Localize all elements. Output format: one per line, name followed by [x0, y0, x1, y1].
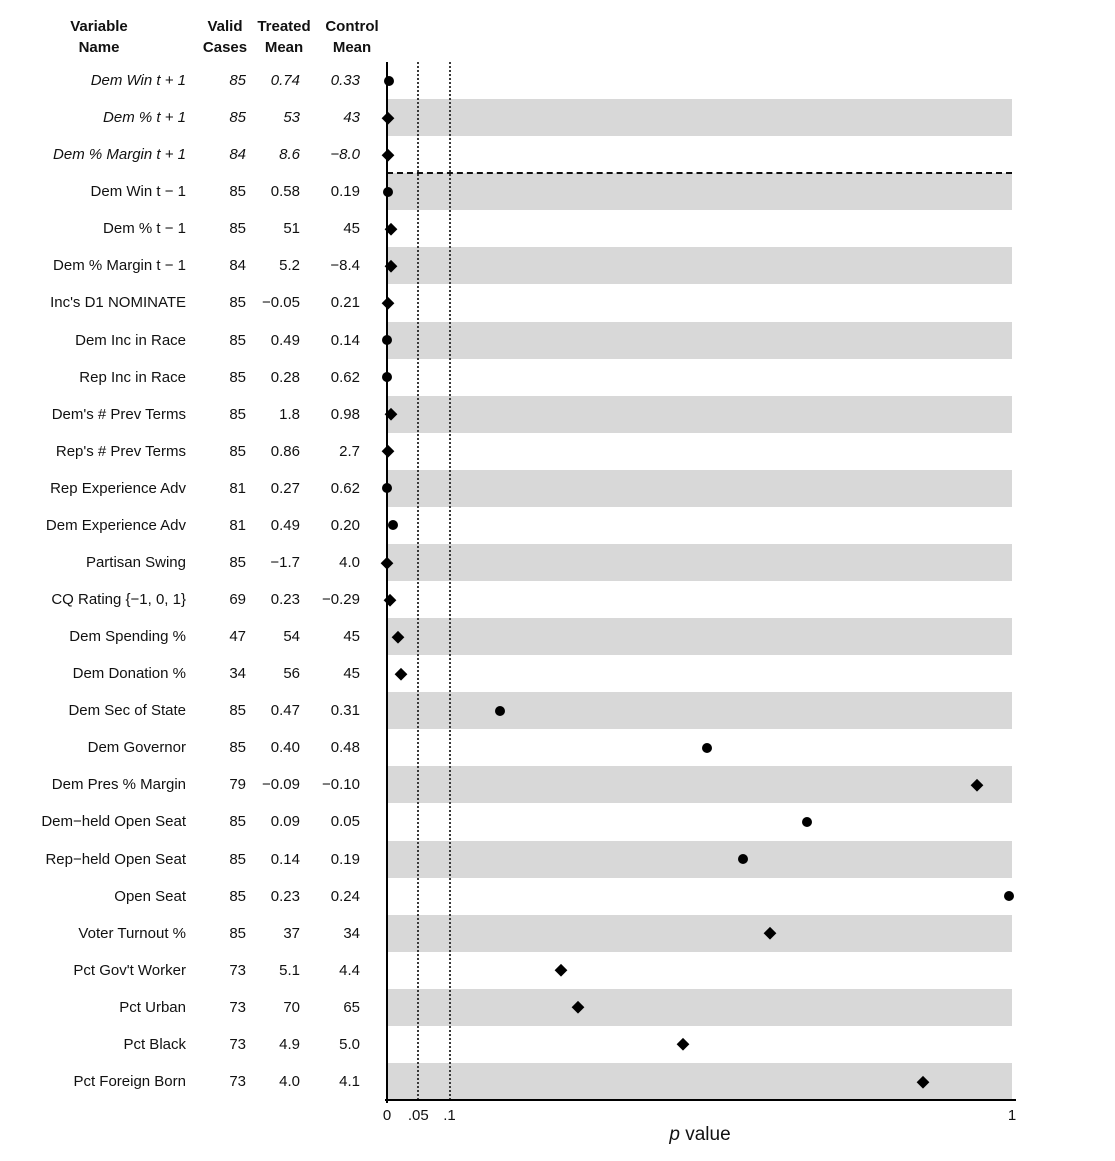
column-header-control-mean — [317, 16, 387, 58]
row-variable-name: Dem Donation % — [72, 665, 186, 683]
row-valid-cases: 85 — [229, 294, 246, 312]
row-variable-name: Dem's # Prev Terms — [51, 405, 186, 423]
column-header-treated-line2: Mean — [264, 39, 304, 56]
row-variable-name: Voter Turnout % — [78, 924, 186, 942]
row-control-mean: −8.4 — [330, 257, 360, 275]
row-treated-mean: 0.23 — [270, 887, 300, 905]
row-treated-mean: 0.74 — [270, 72, 300, 89]
row-treated-mean: 0.47 — [270, 702, 300, 720]
row-valid-cases: 73 — [229, 998, 246, 1016]
row-valid-cases: 85 — [229, 924, 246, 942]
x-tick-label: 0 — [382, 1107, 392, 1124]
row-band — [387, 247, 1012, 284]
column-header-control-line1: Control — [325, 18, 379, 35]
row-valid-cases: 85 — [229, 109, 246, 127]
row-treated-mean: −1.7 — [270, 553, 300, 571]
row-variable-name: CQ Rating {−1, 0, 1} — [51, 591, 186, 608]
column-header-valid-line2: Cases — [202, 39, 248, 56]
row-valid-cases: 85 — [229, 850, 246, 868]
dotted-reference-line — [417, 62, 419, 1100]
row-control-mean: 0.62 — [330, 479, 360, 497]
row-valid-cases: 73 — [229, 1035, 246, 1053]
p-value-marker-diamond — [382, 149, 394, 161]
row-band — [387, 322, 1012, 359]
column-header-control-line2: Mean — [332, 39, 372, 56]
row-band — [387, 618, 1012, 655]
row-control-mean: 0.05 — [330, 813, 360, 831]
row-valid-cases: 84 — [229, 257, 246, 275]
row-control-mean: 0.31 — [330, 702, 360, 720]
x-tick-label: .05 — [407, 1107, 429, 1124]
row-variable-name: Rep−held Open Seat — [45, 850, 186, 868]
column-header-variable-line1: Variable — [70, 18, 128, 35]
row-variable-name: Pct Gov't Worker — [73, 961, 186, 979]
row-variable-name: Dem % Margin t + 1 — [53, 146, 186, 164]
row-variable-name: Dem Win t − 1 — [90, 183, 186, 201]
row-variable-name: Partisan Swing — [85, 553, 186, 571]
row-band — [387, 99, 1012, 136]
row-variable-name: Dem Win t + 1 — [90, 72, 186, 89]
row-treated-mean: 4.0 — [279, 1072, 300, 1090]
row-treated-mean: 51 — [283, 220, 300, 238]
row-treated-mean: 0.40 — [270, 739, 300, 757]
row-valid-cases: 85 — [229, 331, 246, 349]
row-band — [387, 692, 1012, 729]
row-treated-mean: 5.1 — [279, 961, 300, 979]
row-control-mean: 5.0 — [339, 1035, 360, 1053]
row-control-mean: 4.4 — [339, 961, 360, 979]
row-control-mean: 0.33 — [330, 72, 360, 89]
row-valid-cases: 47 — [229, 628, 246, 646]
row-treated-mean: 70 — [283, 998, 300, 1016]
x-axis-title-italic-p: p — [669, 1124, 680, 1145]
row-valid-cases: 85 — [229, 702, 246, 720]
row-valid-cases: 81 — [229, 516, 246, 534]
row-treated-mean: 0.49 — [270, 331, 300, 349]
row-valid-cases: 85 — [229, 405, 246, 423]
row-valid-cases: 85 — [229, 72, 246, 89]
row-control-mean: 0.20 — [330, 516, 360, 534]
column-header-treated-line1: Treated — [257, 18, 311, 35]
row-variable-name: Dem−held Open Seat — [41, 813, 186, 831]
row-control-mean: −0.29 — [322, 591, 360, 608]
p-value-marker-circle — [1004, 891, 1014, 901]
x-axis-title-rest: value — [679, 1124, 731, 1145]
column-header-variable-line2: Name — [78, 39, 120, 56]
row-valid-cases: 85 — [229, 183, 246, 201]
p-value-marker-circle — [495, 706, 505, 716]
row-valid-cases: 85 — [229, 553, 246, 571]
row-variable-name: Pct Black — [123, 1035, 186, 1053]
row-band — [387, 396, 1012, 433]
row-band — [387, 841, 1012, 878]
row-variable-name: Open Seat — [114, 887, 186, 905]
row-control-mean: 0.24 — [330, 887, 360, 905]
row-valid-cases: 85 — [229, 368, 246, 386]
row-variable-name: Rep Inc in Race — [79, 368, 186, 386]
row-treated-mean: 54 — [283, 628, 300, 646]
row-treated-mean: 5.2 — [279, 257, 300, 275]
column-header-treated-mean — [249, 16, 319, 58]
y-axis-line — [386, 62, 388, 1103]
p-value-marker-circle — [738, 854, 748, 864]
column-header-valid-line1: Valid — [207, 18, 243, 35]
row-control-mean: 34 — [343, 924, 360, 942]
row-control-mean: 65 — [343, 998, 360, 1016]
row-control-mean: 0.21 — [330, 294, 360, 312]
row-valid-cases: 79 — [229, 776, 246, 794]
p-value-marker-diamond — [555, 964, 567, 976]
row-control-mean: 0.14 — [330, 331, 360, 349]
row-treated-mean: 0.09 — [270, 813, 300, 831]
row-valid-cases: 34 — [229, 665, 246, 683]
row-treated-mean: 8.6 — [279, 146, 300, 164]
row-band — [387, 544, 1012, 581]
row-variable-name: Dem % t − 1 — [103, 220, 186, 238]
row-control-mean: 0.62 — [330, 368, 360, 386]
row-treated-mean: 0.86 — [270, 442, 300, 460]
row-variable-name: Dem Pres % Margin — [51, 776, 186, 794]
row-control-mean: 45 — [343, 220, 360, 238]
x-tick-label: .1 — [443, 1107, 456, 1124]
row-control-mean: 45 — [343, 628, 360, 646]
row-treated-mean: 0.27 — [270, 479, 300, 497]
outcome-covariate-separator-line — [387, 172, 1012, 174]
p-value-marker-circle — [388, 520, 398, 530]
row-control-mean: −8.0 — [330, 146, 360, 164]
row-control-mean: 4.0 — [339, 553, 360, 571]
p-value-marker-diamond — [395, 668, 407, 680]
row-variable-name: Dem % Margin t − 1 — [53, 257, 186, 275]
row-valid-cases: 73 — [229, 1072, 246, 1090]
row-treated-mean: 37 — [283, 924, 300, 942]
row-control-mean: 45 — [343, 665, 360, 683]
row-band — [387, 989, 1012, 1026]
row-variable-name: Rep's # Prev Terms — [55, 442, 186, 460]
row-control-mean: −0.10 — [322, 776, 360, 794]
p-value-marker-circle — [802, 817, 812, 827]
row-valid-cases: 69 — [229, 591, 246, 608]
row-valid-cases: 85 — [229, 813, 246, 831]
p-value-marker-circle — [702, 743, 712, 753]
row-valid-cases: 81 — [229, 479, 246, 497]
column-header-valid-cases — [195, 16, 255, 58]
row-control-mean: 0.19 — [330, 850, 360, 868]
row-band — [387, 766, 1012, 803]
row-variable-name: Dem Spending % — [69, 628, 186, 646]
dotted-reference-line — [449, 62, 451, 1100]
row-variable-name: Inc's D1 NOMINATE — [50, 294, 186, 312]
row-variable-name: Dem % t + 1 — [103, 109, 186, 127]
row-control-mean: 0.98 — [330, 405, 360, 423]
row-variable-name: Dem Governor — [87, 739, 186, 757]
row-variable-name: Dem Inc in Race — [75, 331, 186, 349]
row-treated-mean: 4.9 — [279, 1035, 300, 1053]
row-treated-mean: 56 — [283, 665, 300, 683]
row-control-mean: 4.1 — [339, 1072, 360, 1090]
row-valid-cases: 85 — [229, 220, 246, 238]
row-valid-cases: 85 — [229, 739, 246, 757]
row-valid-cases: 85 — [229, 442, 246, 460]
x-axis-title — [669, 1124, 730, 1146]
p-value-marker-diamond — [677, 1038, 689, 1050]
row-variable-name: Rep Experience Adv — [50, 479, 186, 497]
row-treated-mean: 53 — [283, 109, 300, 127]
row-variable-name: Pct Urban — [119, 998, 186, 1016]
row-variable-name: Dem Experience Adv — [45, 516, 186, 534]
row-valid-cases: 73 — [229, 961, 246, 979]
row-control-mean: 43 — [343, 109, 360, 127]
row-band — [387, 173, 1012, 210]
row-variable-name: Dem Sec of State — [68, 702, 186, 720]
row-control-mean: 0.19 — [330, 183, 360, 201]
column-header-variable-name — [39, 16, 159, 58]
row-treated-mean: −0.05 — [262, 294, 300, 312]
row-control-mean: 0.48 — [330, 739, 360, 757]
row-treated-mean: 0.28 — [270, 368, 300, 386]
row-treated-mean: 0.49 — [270, 516, 300, 534]
row-band — [387, 470, 1012, 507]
row-valid-cases: 85 — [229, 887, 246, 905]
row-treated-mean: 0.14 — [270, 850, 300, 868]
row-variable-name: Pct Foreign Born — [73, 1072, 186, 1090]
row-treated-mean: 0.23 — [270, 591, 300, 608]
row-band — [387, 915, 1012, 952]
x-tick-label: 1 — [1007, 1107, 1017, 1124]
row-treated-mean: 1.8 — [279, 405, 300, 423]
row-valid-cases: 84 — [229, 146, 246, 164]
x-axis-line — [385, 1099, 1016, 1101]
row-treated-mean: −0.09 — [262, 776, 300, 794]
row-control-mean: 2.7 — [339, 442, 360, 460]
row-treated-mean: 0.58 — [270, 183, 300, 201]
